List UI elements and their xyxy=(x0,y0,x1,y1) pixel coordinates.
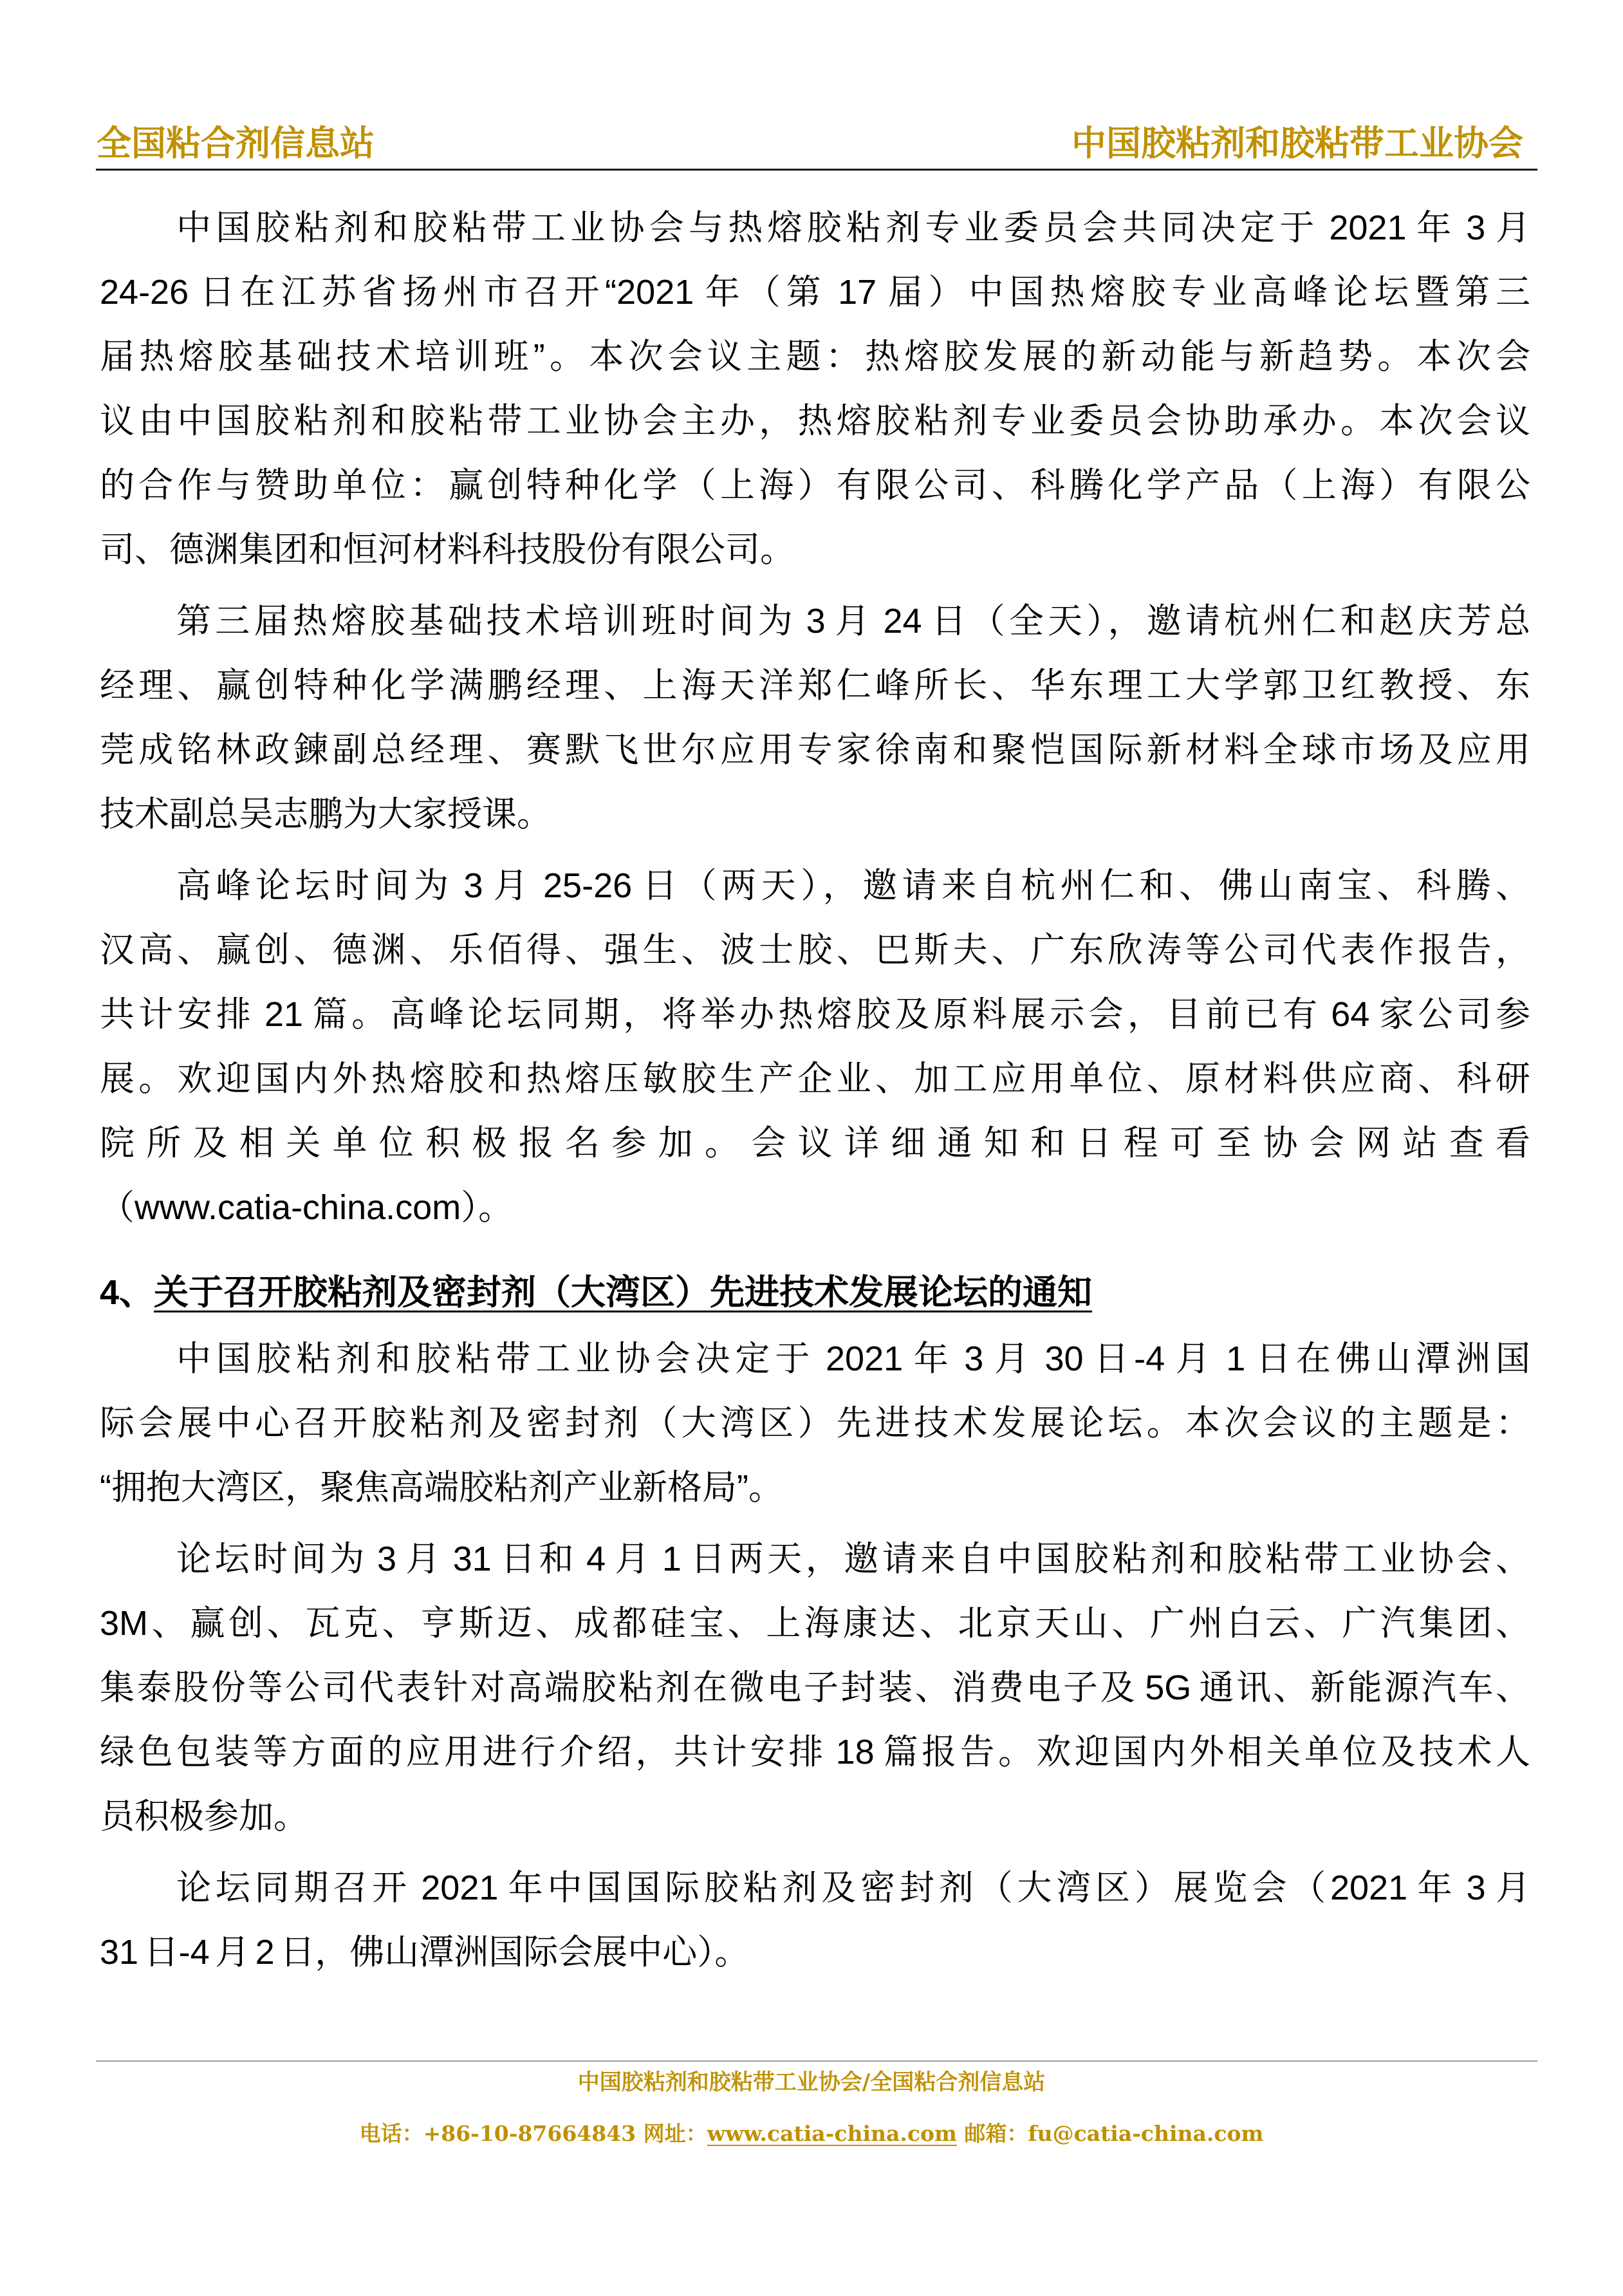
text-line: “拥抱大湾区，聚焦高端胶粘剂产业新格局”。 xyxy=(100,1468,783,1507)
section-title: 关于召开胶粘剂及密封剂（大湾区）先进技术发展论坛的通知 xyxy=(154,1273,1093,1312)
phone-label: 电话： xyxy=(359,2121,423,2146)
paragraph xyxy=(100,854,1530,1240)
text-line: 展。欢迎国内外热熔胶和热熔压敏胶生产企业、加工应用单位、原材料供应商、科研 xyxy=(100,1059,1530,1098)
article-body xyxy=(100,196,1530,1992)
text-line: 汉高、赢创、德渊、乐佰得、强生、波士胶、巴斯夫、广东欣涛等公司代表作报告， xyxy=(100,931,1530,969)
paragraph xyxy=(100,1327,1530,1520)
text-line: 议由中国胶粘剂和胶粘带工业协会主办，热熔胶粘剂专业委员会协助承办。本次会议 xyxy=(100,402,1530,440)
text-line: 技术副总吴志鹏为大家授课。 xyxy=(100,795,552,834)
text-line: 24-26 日在江苏省扬州市召开“2021 年（第 17 届）中国热熔胶专业高峰论坛暨第三 xyxy=(100,273,1530,312)
section-heading xyxy=(100,1260,1530,1325)
text-line: 中国胶粘剂和胶粘带工业协会与热熔胶粘剂专业委员会共同决定于 2021 年 3 月 xyxy=(176,209,1530,247)
text-line: 院所及相关单位积极报名参加。会议详细通知和日程可至协会网站查看 xyxy=(100,1124,1530,1162)
paragraph xyxy=(100,196,1530,582)
text-line: 3M、赢创、瓦克、亨斯迈、成都硅宝、上海康达、北京天山、广州白云、广汽集团、 xyxy=(100,1604,1530,1643)
text-line: 司、德渊集团和恒河材料科技股份有限公司。 xyxy=(100,530,795,569)
text-line: 论坛同期召开 2021 年中国国际胶粘剂及密封剂（大湾区）展览会（2021 年 3 月 xyxy=(176,1869,1530,1907)
page-header xyxy=(97,122,1523,163)
phone-number: +86-10-87664843 xyxy=(423,2121,636,2146)
footer-divider xyxy=(96,2060,1537,2062)
text-line: （www.catia-china.com）。 xyxy=(100,1188,514,1227)
website-label: 网址： xyxy=(636,2121,707,2146)
header-right-title: 中国胶粘剂和胶粘带工业协会 xyxy=(1071,122,1523,163)
text-line: 论坛时间为 3 月 31 日和 4 月 1 日两天，邀请来自中国胶粘剂和胶粘带工业协会、 xyxy=(176,1540,1530,1578)
text-line: 经理、赢创特种化学满鹏经理、上海天洋郑仁峰所长、华东理工大学郭卫红教授、东 xyxy=(100,666,1530,705)
header-divider xyxy=(96,169,1537,171)
text-line: 届热熔胶基础技术培训班”。本次会议主题：热熔胶发展的新动能与新趋势。本次会 xyxy=(100,337,1530,376)
text-line: 集泰股份等公司代表针对高端胶粘剂在微电子封装、消费电子及 5G 通讯、新能源汽车、 xyxy=(100,1668,1530,1707)
text-line: 31 日-4 月 2 日，佛山潭洲国际会展中心）。 xyxy=(100,1933,750,1972)
text-line: 际会展中心召开胶粘剂及密封剂（大湾区）先进技术发展论坛。本次会议的主题是： xyxy=(100,1404,1530,1442)
footer-contact xyxy=(0,2119,1623,2149)
section-number: 4、 xyxy=(100,1273,154,1312)
text-line: 莞成铭林政鍊副总经理、赛默飞世尔应用专家徐南和聚恺国际新材料全球市场及应用 xyxy=(100,731,1530,769)
text-line: 高峰论坛时间为 3 月 25-26 日（两天），邀请来自杭州仁和、佛山南宝、科腾、 xyxy=(176,866,1530,905)
paragraph xyxy=(100,589,1530,846)
paragraph xyxy=(100,1527,1530,1849)
text-line: 共计安排 21 篇。高峰论坛同期，将举办热熔胶及原料展示会，目前已有 64 家公司参 xyxy=(100,995,1530,1034)
text-line: 的合作与赞助单位：赢创特种化学（上海）有限公司、科腾化学产品（上海）有限公 xyxy=(100,466,1530,505)
header-left-title: 全国粘合剂信息站 xyxy=(97,122,375,163)
text-line: 第三届热熔胶基础技术培训班时间为 3 月 24 日（全天），邀请杭州仁和赵庆芳总 xyxy=(176,602,1530,640)
text-line: 员积极参加。 xyxy=(100,1797,308,1836)
website-link[interactable]: www.catia-china.com xyxy=(707,2121,957,2146)
footer-organization: 中国胶粘剂和胶粘带工业协会/全国粘合剂信息站 xyxy=(577,2069,1046,2095)
paragraph xyxy=(100,1856,1530,1984)
email-address: fu@catia-china.com xyxy=(1028,2121,1264,2146)
text-line: 绿色包装等方面的应用进行介绍，共计安排 18 篇报告。欢迎国内外相关单位及技术人 xyxy=(100,1733,1530,1771)
email-label: 邮箱： xyxy=(956,2121,1028,2146)
text-line: 中国胶粘剂和胶粘带工业协会决定于 2021 年 3 月 30 日-4 月 1 日在佛山潭洲国 xyxy=(176,1339,1530,1378)
